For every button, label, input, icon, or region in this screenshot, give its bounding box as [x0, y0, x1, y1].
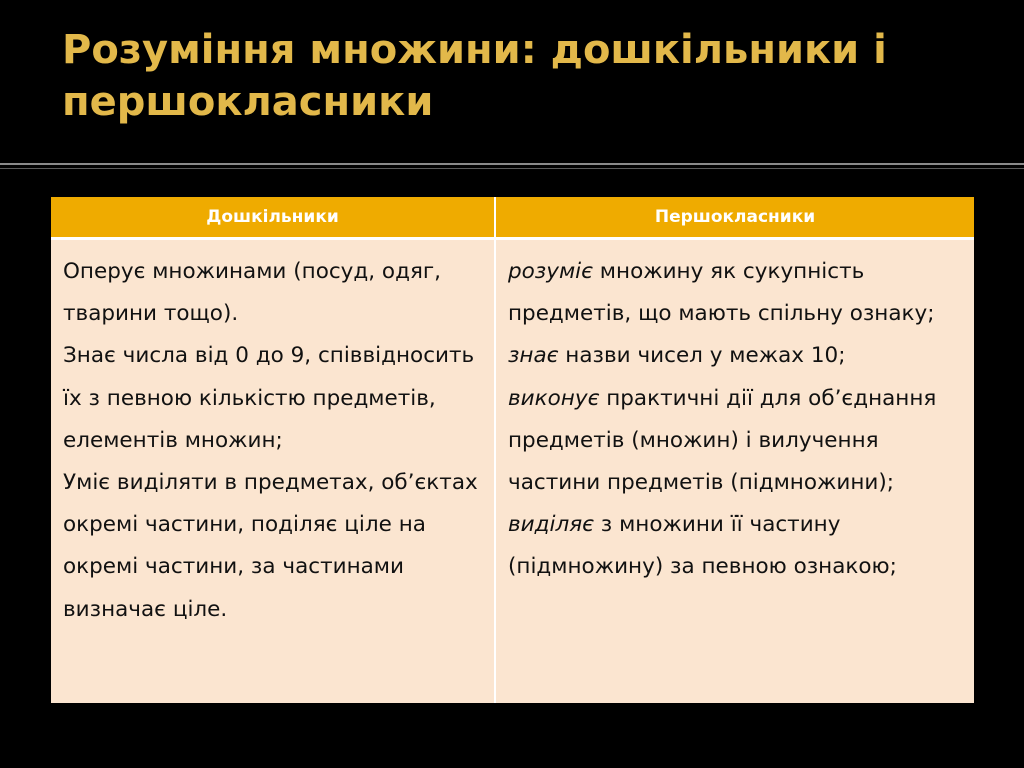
title-divider [0, 163, 1024, 165]
title-band [0, 0, 1024, 162]
skill-text: з множини її частину (підмножину) за певною ознакою; [508, 512, 897, 580]
skill-verb: розуміє [508, 259, 593, 284]
preschool-cell [51, 239, 495, 704]
column-header-first-grade: Першокласники [495, 197, 974, 239]
first-grade-item [508, 335, 964, 377]
comparison-table [51, 197, 974, 703]
first-grade-cell [495, 239, 974, 704]
skill-verb: виконує [508, 385, 600, 411]
skill-verb: знає [508, 343, 559, 369]
preschool-item: Знає числа від 0 до 9, співвідносить їх з певною кількістю предметів, елементів множин; [63, 343, 475, 453]
first-grade-item [508, 504, 964, 588]
first-grade-item [508, 378, 964, 505]
table-row [51, 239, 974, 704]
slide-title: Розуміння множини: дошкільники і першокласники [62, 27, 887, 125]
skill-text: практичні дії для об’єднання предметів (множин) і вилучення частини предметів (підмножини); [508, 385, 937, 496]
skill-text: назви чисел у межах 10; [558, 343, 846, 369]
skill-verb: виділяє [508, 512, 594, 538]
title-divider-thin [0, 168, 1024, 169]
column-header-preschool: Дошкільники [51, 197, 495, 239]
first-grade-item [508, 251, 964, 335]
skill-text: множину як сукупність предметів, що мають спільну ознаку; [508, 259, 935, 327]
preschool-item: Оперує множинами (посуд, одяг, тварини тощо). [63, 259, 442, 327]
comparison-table-wrapper [51, 197, 974, 703]
preschool-item: Уміє виділяти в предметах, об’єктах окремі частини, поділяє ціле на окремі частини, за частинами визначає ціле. [63, 470, 478, 622]
table-header-row [51, 197, 974, 239]
